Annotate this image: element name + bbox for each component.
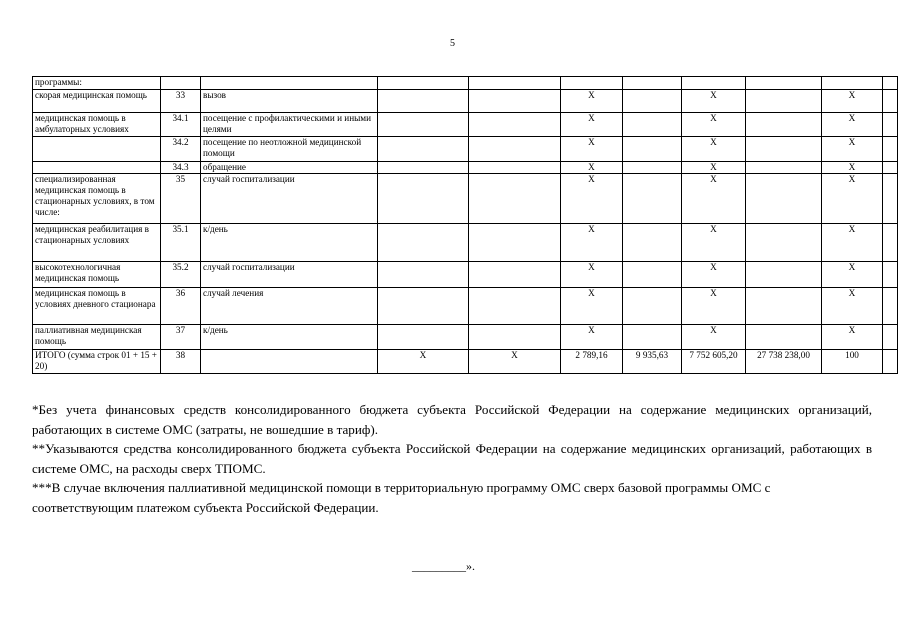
- table-cell-c8: Х: [682, 288, 746, 325]
- table-cell-c10: Х: [822, 137, 883, 162]
- table-cell-unit: случай госпитализации: [201, 262, 378, 288]
- table-cell-c6: 2 789,16: [561, 350, 623, 374]
- table-cell-name: медицинская помощь в амбулаторных условиях: [33, 113, 161, 137]
- table-cell-code: 34.2: [161, 137, 201, 162]
- table-row: [33, 262, 898, 288]
- table-cell-c5: [469, 224, 561, 262]
- table-cell-c8: Х: [682, 137, 746, 162]
- table-cell-c7: [623, 262, 682, 288]
- table-cell-c11: [883, 77, 898, 90]
- footnote-3: ***В случае включения паллиативной медицинской помощи в территориальную программу ОМС сверх базовой программы ОМС с соответствующим платежом субъекта Российской Федерации.: [32, 480, 771, 515]
- table-row: [33, 350, 898, 374]
- table-cell-c5: [469, 325, 561, 350]
- table-cell-c6: Х: [561, 113, 623, 137]
- table-cell-c4: [378, 325, 469, 350]
- table-cell-c5: [469, 77, 561, 90]
- table-cell-code: 38: [161, 350, 201, 374]
- table-cell-c5: [469, 137, 561, 162]
- table-cell-name: высокотехнологичная медицинская помощь: [33, 262, 161, 288]
- table-cell-c8: 7 752 605,20: [682, 350, 746, 374]
- table-cell-c8: Х: [682, 224, 746, 262]
- table-cell-unit: [201, 350, 378, 374]
- table-cell-name: скорая медицинская помощь: [33, 90, 161, 113]
- table-cell-code: 34.3: [161, 162, 201, 174]
- table-cell-name: паллиативная медицинская помощь: [33, 325, 161, 350]
- table-cell-name: [33, 137, 161, 162]
- table-cell-c5: Х: [469, 350, 561, 374]
- table-cell-c7: [623, 174, 682, 224]
- table-cell-c8: [682, 77, 746, 90]
- table-cell-code: 35.2: [161, 262, 201, 288]
- footnote-1: *Без учета финансовых средств консолидированного бюджета субъекта Российской Федерации на содержание медицинских организаций, работающих в системе ОМС (затраты, не вошедшие в тариф).: [32, 402, 872, 437]
- table-cell-c8: Х: [682, 174, 746, 224]
- table-cell-name: специализированная медицинская помощь в стационарных условиях, в том числе:: [33, 174, 161, 224]
- table-cell-c11: [883, 224, 898, 262]
- table-cell-c5: [469, 90, 561, 113]
- table-cell-unit: случай госпитализации: [201, 174, 378, 224]
- table-cell-c10: Х: [822, 224, 883, 262]
- table-cell-c7: [623, 325, 682, 350]
- table-cell-c8: Х: [682, 262, 746, 288]
- table-cell-c10: Х: [822, 325, 883, 350]
- table-row: [33, 325, 898, 350]
- table-cell-c5: [469, 174, 561, 224]
- data-table: [32, 76, 898, 374]
- table-cell-c7: [623, 90, 682, 113]
- table-cell-unit: посещение по неотложной медицинской помощи: [201, 137, 378, 162]
- table-cell-unit: вызов: [201, 90, 378, 113]
- table-cell-c9: [746, 262, 822, 288]
- closing-mark: _________».: [412, 559, 475, 573]
- footnotes: [32, 400, 872, 517]
- table-cell-code: 35.1: [161, 224, 201, 262]
- table-cell-c9: [746, 162, 822, 174]
- table-body: [33, 77, 898, 374]
- table-row: [33, 288, 898, 325]
- table-cell-c4: [378, 162, 469, 174]
- table-cell-name: медицинская реабилитация в стационарных условиях: [33, 224, 161, 262]
- table-cell-c6: Х: [561, 325, 623, 350]
- table-cell-code: 37: [161, 325, 201, 350]
- table-cell-name: ИТОГО (сумма строк 01 + 15 + 20): [33, 350, 161, 374]
- table-cell-c9: 27 738 238,00: [746, 350, 822, 374]
- table-cell-code: [161, 77, 201, 90]
- table-cell-c11: [883, 90, 898, 113]
- table-cell-c10: Х: [822, 162, 883, 174]
- table-cell-c11: [883, 325, 898, 350]
- table-cell-c7: [623, 137, 682, 162]
- table-cell-c10: Х: [822, 113, 883, 137]
- table-cell-c4: [378, 224, 469, 262]
- table-cell-c9: [746, 113, 822, 137]
- table-cell-unit: случай лечения: [201, 288, 378, 325]
- table-cell-c9: [746, 137, 822, 162]
- table-cell-c6: Х: [561, 224, 623, 262]
- table-cell-code: 34.1: [161, 113, 201, 137]
- table-cell-c6: Х: [561, 90, 623, 113]
- table-cell-code: 35: [161, 174, 201, 224]
- table-row: [33, 90, 898, 113]
- table-row: [33, 224, 898, 262]
- table-cell-c7: 9 935,63: [623, 350, 682, 374]
- table-cell-c5: [469, 113, 561, 137]
- table-cell-c7: [623, 113, 682, 137]
- table-cell-c10: [822, 77, 883, 90]
- table-row: [33, 77, 898, 90]
- table-cell-c9: [746, 90, 822, 113]
- table-cell-c9: [746, 288, 822, 325]
- table-cell-c10: 100: [822, 350, 883, 374]
- table-cell-c11: [883, 162, 898, 174]
- table-cell-c10: Х: [822, 90, 883, 113]
- table-cell-c8: Х: [682, 90, 746, 113]
- table-cell-code: 33: [161, 90, 201, 113]
- table-cell-c9: [746, 325, 822, 350]
- table-cell-c4: Х: [378, 350, 469, 374]
- table-cell-c6: Х: [561, 262, 623, 288]
- table-cell-c6: Х: [561, 162, 623, 174]
- table-cell-c11: [883, 262, 898, 288]
- table-cell-c7: [623, 77, 682, 90]
- table-cell-name: программы:: [33, 77, 161, 90]
- table-cell-c6: Х: [561, 137, 623, 162]
- table-cell-c11: [883, 137, 898, 162]
- table-cell-unit: посещение с профилактическими и иными целями: [201, 113, 378, 137]
- table-cell-unit: обращение: [201, 162, 378, 174]
- table-cell-c4: [378, 113, 469, 137]
- table-row: [33, 174, 898, 224]
- table-cell-c9: [746, 174, 822, 224]
- table-cell-c7: [623, 224, 682, 262]
- table-cell-c7: [623, 162, 682, 174]
- table-cell-c6: Х: [561, 288, 623, 325]
- table-cell-c11: [883, 174, 898, 224]
- table-cell-name: [33, 162, 161, 174]
- table-cell-c8: Х: [682, 113, 746, 137]
- table-cell-c6: Х: [561, 174, 623, 224]
- table-cell-c4: [378, 90, 469, 113]
- table-cell-c10: Х: [822, 174, 883, 224]
- table-cell-c9: [746, 224, 822, 262]
- table-cell-c5: [469, 288, 561, 325]
- table-cell-code: 36: [161, 288, 201, 325]
- table-cell-c4: [378, 137, 469, 162]
- table-cell-c10: Х: [822, 288, 883, 325]
- table-cell-c8: Х: [682, 162, 746, 174]
- table-cell-c11: [883, 113, 898, 137]
- table-cell-c4: [378, 174, 469, 224]
- table-cell-c4: [378, 262, 469, 288]
- table-cell-c5: [469, 262, 561, 288]
- table-cell-unit: к/день: [201, 224, 378, 262]
- table-cell-c11: [883, 350, 898, 374]
- table-cell-c9: [746, 77, 822, 90]
- table-cell-c4: [378, 77, 469, 90]
- table-cell-c5: [469, 162, 561, 174]
- table-cell-c10: Х: [822, 262, 883, 288]
- table-row: [33, 162, 898, 174]
- footnote-2: **Указываются средства консолидированного бюджета субъекта Российской Федерации на содержание медицинских организаций, работающих в системе ОМС, на расходы сверх ТПОМС.: [32, 441, 872, 476]
- table-cell-unit: к/день: [201, 325, 378, 350]
- table-cell-c11: [883, 288, 898, 325]
- table-row: [33, 113, 898, 137]
- table-cell-name: медицинская помощь в условиях дневного стационара: [33, 288, 161, 325]
- page-number: 5: [450, 38, 455, 49]
- table-row: [33, 137, 898, 162]
- table-cell-c7: [623, 288, 682, 325]
- table-cell-c8: Х: [682, 325, 746, 350]
- table-cell-unit: [201, 77, 378, 90]
- table-cell-c6: [561, 77, 623, 90]
- table-cell-c4: [378, 288, 469, 325]
